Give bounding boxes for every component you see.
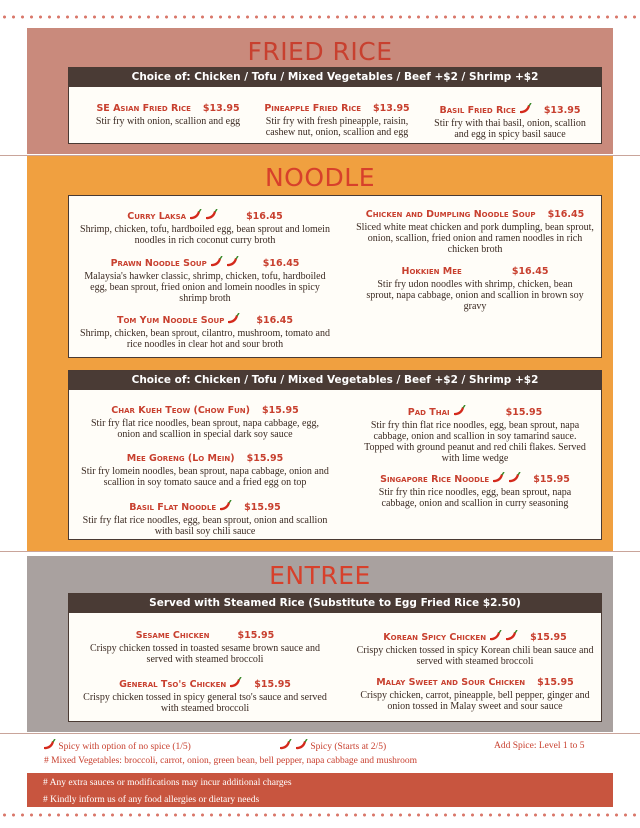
item-desc: Stir fry flat rice noodles, egg, bean sprout, onion and scallion with basil soy chili sauce bbox=[82, 515, 328, 537]
chili-icon bbox=[42, 739, 56, 751]
item-desc: Sliced white meat chicken and pork dumpling, bean sprout, onion, scallion, fried onion and ramen noodles in rich chicken broth bbox=[356, 222, 594, 255]
item-price: $15.95 bbox=[237, 630, 275, 641]
menu-item bbox=[80, 677, 330, 714]
chili-icon bbox=[218, 500, 232, 512]
chili-icon bbox=[518, 103, 532, 115]
item-price: $16.45 bbox=[256, 315, 294, 326]
footer-note-2: # Kindly inform us of any food allergies or dietary needs bbox=[43, 795, 260, 805]
item-desc: Crispy chicken tossed in spicy Korean chili bean sauce and served with steamed broccoli bbox=[356, 645, 594, 667]
item-desc: Crispy chicken, carrot, pineapple, bell pepper, ginger and onion tossed in Malay sweet and sour sauce bbox=[360, 690, 590, 712]
item-price: $15.95 bbox=[262, 405, 299, 416]
item-name: Basil Fried Rice bbox=[439, 105, 516, 116]
menu-item bbox=[80, 405, 330, 440]
item-price: $16.45 bbox=[547, 209, 585, 220]
item-desc: Stir fry lomein noodles, bean sprout, napa cabbage, onion and scallion in soy tomato sauce and a fried egg on top bbox=[81, 466, 329, 488]
item-desc: Shrimp, chicken, bean sprout, cilantro, mushroom, tomato and rice noodles in clear hot and sour broth bbox=[80, 328, 330, 350]
menu-item bbox=[80, 313, 330, 350]
item-desc: Stir fry flat rice noodles, bean sprout, napa cabbage, egg, onion and scallion in special dark soy sauce bbox=[91, 418, 319, 440]
item-desc: Malaysia's hawker classic, shrimp, chicken, tofu, hardboiled egg, bean sprout, fried onion and lomein noodles in spicy shrimp broth bbox=[84, 271, 326, 304]
item-desc: Crispy chicken tossed in spicy general tso's sauce and served with steamed broccoli bbox=[83, 692, 327, 714]
menu-item bbox=[360, 405, 590, 464]
item-desc: Shrimp, chicken, tofu, hardboiled egg, bean sprout and lomein noodles in rich coconut curry broth bbox=[80, 224, 330, 246]
bottom-dots bbox=[0, 812, 640, 818]
item-desc: Crispy chicken tossed in toasted sesame brown sauce and served with steamed broccoli bbox=[90, 643, 320, 665]
item-name: Char Kueh Teow (Chow Fun) bbox=[111, 405, 251, 416]
item-name: Malay Sweet and Sour Chicken bbox=[376, 677, 526, 688]
item-name: Mee Goreng (Lo Mein) bbox=[126, 453, 235, 464]
item-price: $15.95 bbox=[244, 502, 281, 513]
item-desc: Stir fry with fresh pineapple, raisin, cashew nut, onion, scallion and egg bbox=[265, 116, 409, 138]
item-price: $15.95 bbox=[537, 677, 574, 688]
item-price: $16.45 bbox=[246, 211, 283, 222]
item-desc: Stir fry with thai basil, onion, scallion and egg in spicy basil sauce bbox=[434, 118, 586, 140]
item-desc: Stir fry udon noodles with shrimp, chicken, bean sprout, napa cabbage, onion and scallion in brown soy gravy bbox=[366, 279, 584, 312]
noodle-choice: Choice of: Chicken / Tofu / Mixed Vegetables / Beef +$2 / Shrimp +$2 bbox=[69, 371, 601, 390]
chili-icon bbox=[188, 209, 202, 221]
chili-icon bbox=[452, 405, 466, 417]
item-desc: Stir fry thin rice noodles, egg, bean sprout, napa cabbage, onion and scallion in curry seasoning bbox=[378, 487, 572, 509]
menu-item bbox=[355, 677, 595, 712]
entree-choice: Served with Steamed Rice (Substitute to Egg Fried Rice $2.50) bbox=[69, 594, 601, 613]
chili-icon bbox=[225, 256, 239, 268]
chili-icon bbox=[488, 630, 502, 642]
chili-icon bbox=[226, 313, 240, 325]
item-name: Korean Spicy Chicken bbox=[383, 632, 487, 643]
item-price: $15.95 bbox=[533, 474, 570, 485]
menu-item bbox=[80, 256, 330, 304]
item-price: $13.95 bbox=[543, 105, 581, 116]
legend-mixed-veg: # Mixed Vegetables: broccoli, carrot, onion, green bean, bell pepper, napa cabbage and mushroom bbox=[44, 756, 417, 766]
item-price: $13.95 bbox=[202, 103, 240, 114]
item-price: $15.95 bbox=[530, 632, 567, 643]
menu-item bbox=[80, 453, 330, 488]
chili-icon bbox=[504, 630, 518, 642]
item-desc: Stir fry thin flat rice noodles, egg, bean sprout, napa cabbage, onion and scallion in soy tamarind sauce. Topped with ground peanut and red chili flakes. Served with lime wedge bbox=[364, 420, 586, 464]
footer-bar bbox=[27, 773, 613, 807]
divider-line bbox=[0, 733, 640, 734]
chili-icon bbox=[491, 472, 505, 484]
divider-line bbox=[0, 155, 640, 156]
chili-icon bbox=[294, 739, 308, 751]
item-price: $15.95 bbox=[254, 679, 291, 690]
entree-title: ENTREE bbox=[269, 561, 371, 590]
menu-item bbox=[428, 103, 592, 140]
legend-spicy-2-text: Spicy (Starts at 2/5) bbox=[310, 742, 387, 752]
chili-icon bbox=[228, 677, 242, 689]
item-name: Curry Laksa bbox=[127, 211, 187, 222]
legend-spicy-1-text: Spicy with option of no spice (1/5) bbox=[58, 742, 191, 752]
item-name: General Tso's Chicken bbox=[119, 679, 227, 690]
item-name: SE Asian Fried Rice bbox=[96, 103, 191, 114]
menu-item bbox=[360, 472, 590, 509]
chili-icon bbox=[209, 256, 223, 268]
legend-add-spice: Add Spice: Level 1 to 5 bbox=[494, 741, 585, 751]
fried-rice-title: FRIED RICE bbox=[247, 37, 393, 66]
chili-icon bbox=[204, 209, 218, 221]
noodle-title: NOODLE bbox=[264, 163, 376, 192]
top-dots bbox=[0, 14, 640, 20]
fried-rice-choice: Choice of: Chicken / Tofu / Mixed Vegetables / Beef +$2 / Shrimp +$2 bbox=[69, 68, 601, 87]
menu-item bbox=[365, 266, 585, 312]
legend-spicy-2 bbox=[276, 739, 386, 752]
menu-item bbox=[355, 630, 595, 667]
item-name: Pad Thai bbox=[407, 407, 450, 418]
item-price: $15.95 bbox=[246, 453, 284, 464]
item-name: Basil Flat Noodle bbox=[129, 502, 217, 513]
legend-spicy-1 bbox=[40, 739, 191, 752]
menu-item bbox=[355, 209, 595, 255]
item-price: $13.95 bbox=[373, 103, 410, 114]
item-name: Tom Yum Noodle Soup bbox=[116, 315, 225, 326]
item-name: Prawn Noodle Soup bbox=[110, 258, 207, 269]
menu-item bbox=[80, 209, 330, 246]
menu-item bbox=[80, 500, 330, 537]
item-name: Hokkien Mee bbox=[401, 266, 462, 277]
chili-icon bbox=[507, 472, 521, 484]
menu-item bbox=[80, 630, 330, 665]
divider-line bbox=[0, 551, 640, 552]
item-price: $15.95 bbox=[505, 407, 543, 418]
item-name: Pineapple Fried Rice bbox=[264, 103, 361, 114]
item-desc: Stir fry with onion, scallion and egg bbox=[95, 116, 241, 127]
item-price: $16.45 bbox=[262, 258, 300, 269]
menu-item bbox=[78, 103, 258, 127]
item-name: Sesame Chicken bbox=[135, 630, 210, 641]
footer-note-1: # Any extra sauces or modifications may incur additional charges bbox=[43, 778, 292, 788]
item-price: $16.45 bbox=[511, 266, 549, 277]
chili-icon bbox=[278, 739, 292, 751]
item-name: Singapore Rice Noodle bbox=[380, 474, 490, 485]
menu-item bbox=[252, 103, 422, 138]
item-name: Chicken and Dumpling Noodle Soup bbox=[365, 209, 536, 220]
